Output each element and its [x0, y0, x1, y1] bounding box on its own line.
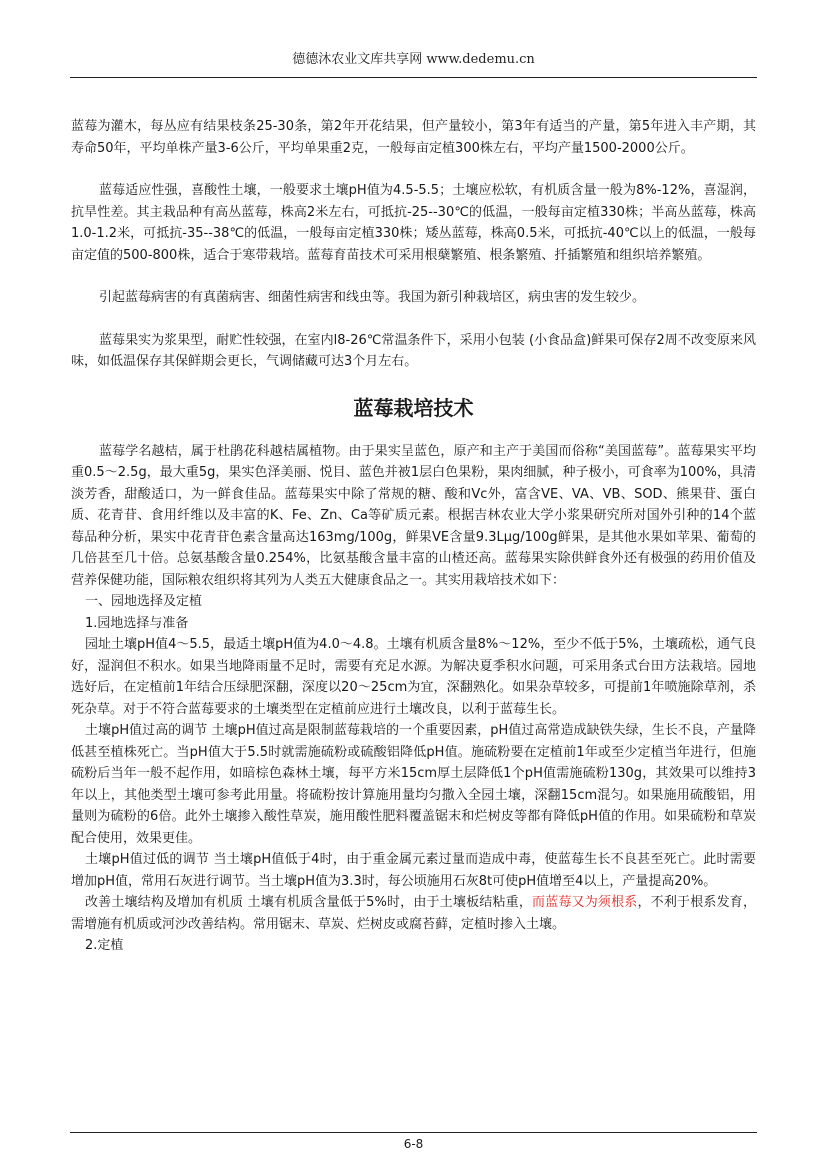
subsection-heading-1: 1.园地选择与准备	[85, 615, 189, 631]
highlighted-text: 而蓝莓又为须根系	[532, 895, 638, 910]
intro-paragraph-3: 引起蓝莓病害的有真菌病害、细菌性病害和线虫等。我国为新引种栽培区，病虫害的发生较少。	[99, 290, 646, 305]
section-paragraph-4: 土壤pH值过低的调节 当土壤pH值低于4时，由于重金属元素过量而造成中毒，使蓝莓生长不良甚至死亡。此时需要增加pH值，常用石灰进行调节。当土壤pH值为3.3时，每公顷施用石灰8t可使pH值增至4以上，产量提高20%。	[71, 852, 756, 889]
document-body	[71, 116, 756, 957]
paragraph-5-text-b: ，不利于根系发育，需增施有机质或河沙改善结构。常用锯末、草炭、烂树皮或腐苔藓，定植时掺入土壤。	[71, 895, 756, 932]
section-paragraph-2: 园址土壤pH值4～5.5，最适土壤pH值为4.0～4.8。土壤有机质含量8%～12%，至少不低于5%，土壤疏松，通气良好，湿润但不积水。如果当地降雨量不足时，需要有充足水源。为解决夏季积水问题，可采用条式台田方法栽培。园地选好后，在定植前1年结合压绿肥深翻，深度以20～25cm为宜，深翻熟化。如果杂草较多，可提前1年喷施除草剂，杀死杂草。对于不符合蓝莓要求的土壤类型在定植前应进行土壤改良，以利于蓝莓生长。	[71, 637, 756, 717]
section-paragraph-5	[71, 892, 756, 935]
section-title: 蓝莓栽培技术	[353, 395, 474, 420]
section-heading-1: 一、园地选择及定植	[85, 594, 203, 609]
header-divider	[70, 77, 757, 78]
intro-paragraph-2: 蓝莓适应性强，喜酸性土壤，一般要求土壤pH值为4.5-5.5；土壤应松软，有机质含量一般为8%-12%，喜湿润，抗旱性差。其主栽品种有高丛蓝莓，株高2米左右，可抵抗-25--30℃的低温，一般每亩定植330株；半高丛蓝莓，株高1.0-1.2米，可抵抗-35--38℃的低温，一般每亩定植330株；矮丛蓝莓，株高0.5米，可抵抗-40℃以上的低温，一般每亩定值的500-800株，适合于寒带栽培。蓝莓育苗技术可采用根蘖繁殖、根条繁殖、扦插繁殖和组织培养繁殖。	[71, 183, 756, 263]
intro-paragraph-1: 蓝莓为灌木，每丛应有结果枝条25-30条，第2年开花结果，但产量较小，第3年有适当的产量，第5年进入丰产期，其寿命50年，平均单株产量3-6公斤，平均单果重2克，一般每亩定植300株左右，平均产量1500-2000公斤。	[71, 119, 756, 156]
paragraph-5-text-a: 改善土壤结构及增加有机质 土壤有机质含量低于5%时，由于土壤板结粘重，	[85, 895, 533, 910]
section-paragraph-1: 蓝莓学名越桔，属于杜鹃花科越桔属植物。由于果实呈蓝色，原产和主产于美国而俗称“美国蓝莓”。蓝莓果实平均重0.5～2.5g，最大重5g，果实色泽美丽、悦目、蓝色并被1层白色果粉，果肉细腻，种子极小，可食率为100%，具清淡芳香，甜酸适口，为一鲜食佳品。蓝莓果实中除了常规的糖、酸和Vc外，富含VE、VA、VB、SOD、熊果苷、蛋白质、花青苷、食用纤维以及丰富的K、Fe、Zn、Ca等矿质元素。根据吉林农业大学小浆果研究所对国外引种的14个蓝莓品种分析，果实中花青苷色素含量高达163mg/100g，鲜果VE含量9.3Lμg/100g鲜果，是其他水果如苹果、葡萄的几倍甚至几十倍。总氨基酸含量0.254%，比氨基酸含量丰富的山楂还高。蓝莓果实除供鲜食外还有极强的药用价值及营养保健功能，国际粮农组织将其列为人类五大健康食品之一。其实用栽培技术如下：	[71, 443, 756, 588]
intro-paragraph-4: 蓝莓果实为浆果型，耐贮性较强，在室内l8-26℃常温条件下，采用小包装 (小食品盒)鲜果可保存2周不改变原来风味，如低温保存其保鲜期会更长，气调储藏可达3个月左右。	[71, 332, 756, 369]
page-header: 德德沐农业文库共享网 www.dedemu.cn	[292, 52, 535, 67]
subsection-heading-2: 2.定植	[85, 938, 124, 953]
page-number: 6-8	[403, 1137, 424, 1151]
section-paragraph-3: 土壤pH值过高的调节 土壤pH值过高是限制蓝莓栽培的一个重要因素，pH值过高常造成缺铁失绿，生长不良，产量降低甚至植株死亡。当pH值大于5.5时就需施硫粉或硫酸铝降低pH值。施硫粉要在定植前1年或至少定植当年进行，但施硫粉后当年一般不起作用，如暗棕色森林土壤，每平方米15cm厚土层降低1个pH值需施硫粉130g，其效果可以维持3年以上，其他类型土壤可参考此用量。将硫粉按计算施用量均匀撒入全园土壤，深翻15cm混匀。如果施用硫酸铝，用量则为硫粉的6倍。此外土壤掺入酸性草炭，施用酸性肥料覆盖锯末和烂树皮等都有降低pH值的作用。如果硫粉和草炭配合使用，效果更佳。	[71, 723, 756, 846]
footer-divider	[70, 1132, 757, 1133]
